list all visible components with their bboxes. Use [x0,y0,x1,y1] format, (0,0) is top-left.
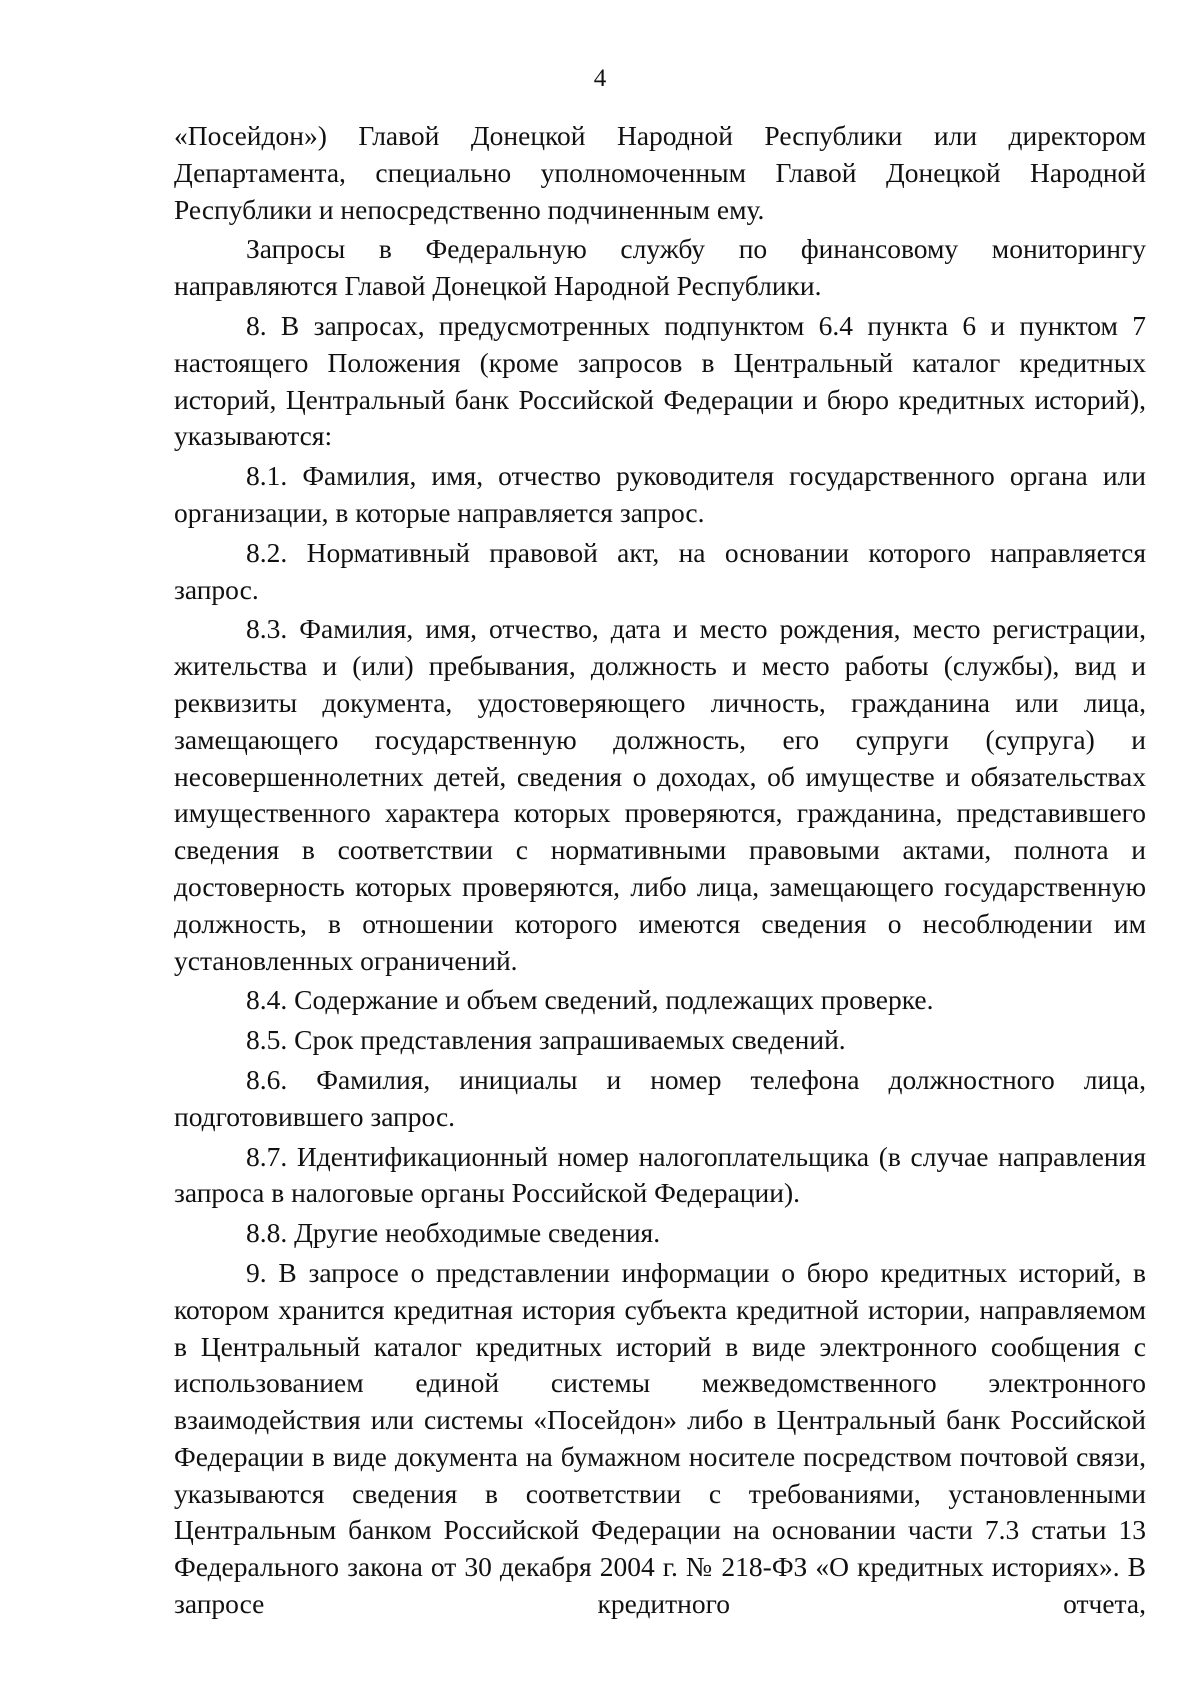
page-number: 4 [593,65,607,92]
paragraph-item-8: 8. В запросах, предусмотренных подпунктом 6.4 пункта 6 и пунктом 7 настоящего Положения (кроме запросов в Центральный каталог кредитных историй, Центральный банк Российской Федерации и бюро кредитных историй), указываются: [174,309,1146,452]
paragraph-item-8-2: 8.2. Нормативный правовой акт, на основании которого направляется запрос. [174,536,1146,605]
paragraph-fin-monitoring: Запросы в Федеральную службу по финансовому мониторингу направляются Главой Донецкой Народной Республики. [174,233,1146,302]
paragraph-item-8-4: 8.4. Содержание и объем сведений, подлежащих проверке. [246,984,934,1016]
paragraph-item-8-6: 8.6. Фамилия, инициалы и номер телефона должностного лица, подготовившего запрос. [174,1063,1146,1132]
paragraph-item-8-5: 8.5. Срок представления запрашиваемых сведений. [246,1024,846,1056]
paragraph-continuation: «Посейдон») Главой Донецкой Народной Республики или директором Департамента, специально уполномоченным Главой Донецкой Народной Республики и непосредственно подчиненным ему. [174,120,1146,225]
paragraph-item-8-1: 8.1. Фамилия, имя, отчество руководителя государственного органа или организации, в которые направляется запрос. [174,460,1146,528]
paragraph-item-8-3: 8.3. Фамилия, имя, отчество, дата и место рождения, место регистрации, жительства и (или) пребывания, должность и место работы (службы), вид и реквизиты документа, удостоверяющего личность, гражданина или лица, замещающего государственную должность, его супруги (супруга) и несовершеннолетних детей, сведения о доходах, об имуществе и обязательствах имущественного характера которых проверяются, гражданина, представившего сведения в соответствии с нормативными правовыми актами, полнота и достоверность которых проверяются, либо лица, замещающего государственную должность, в отношении которого имеются сведения о несоблюдении им установленных ограничений. [174,613,1146,976]
document-body [174,118,1146,1626]
paragraph-item-8-7: 8.7. Идентификационный номер налогоплательщика (в случае направления запроса в налоговые органы Российской Федерации). [174,1140,1146,1209]
paragraph-item-8-8: 8.8. Другие необходимые сведения. [246,1217,661,1249]
paragraph-item-9: 9. В запросе о представлении информации о бюро кредитных историй, в котором хранится кредитная история субъекта кредитной истории, направляемом в Центральный каталог кредитных историй в виде электронного сообщения с использованием единой системы межведомственного электронного взаимодействия или системы «Посейдон» либо в Центральный банк Российской Федерации в виде документа на бумажном носителе посредством почтовой связи, указываются сведения в соответствии с требованиями, установленными Центральным банком Российской Федерации на основании части 7.3 статьи 13 Федерального закона от 30 декабря 2004 г. № 218-ФЗ «О кредитных историях». В запросе кредитного отчета, [174,1256,1146,1620]
